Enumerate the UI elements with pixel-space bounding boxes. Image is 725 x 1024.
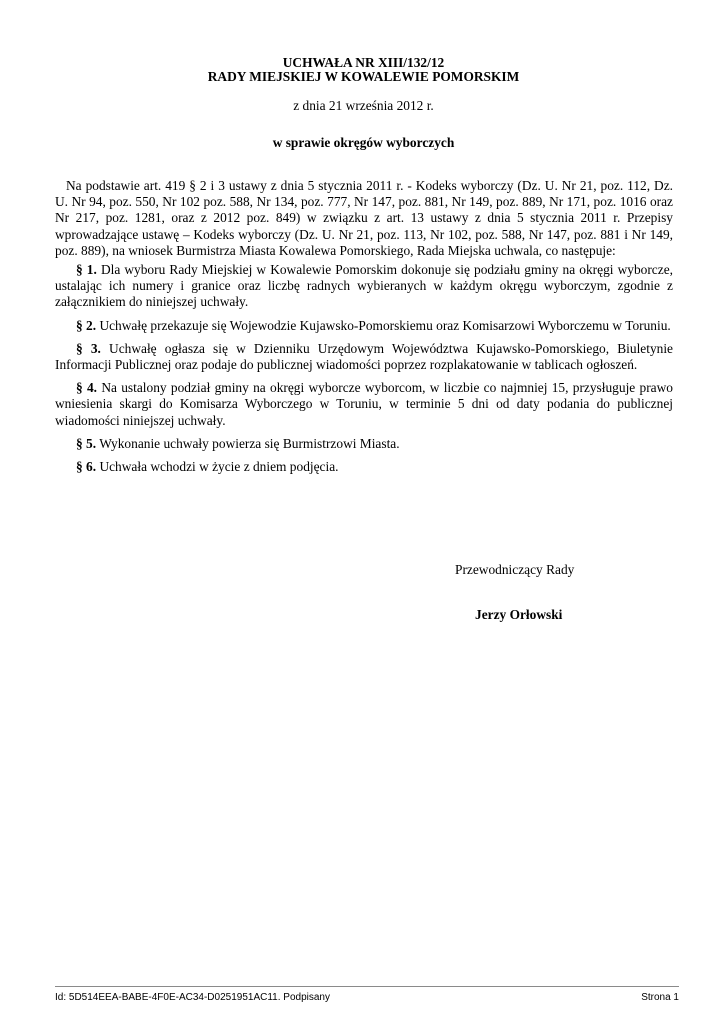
resolution-title: UCHWAŁA NR XIII/132/12 [282,55,445,70]
footer-divider [55,986,679,987]
section-number: § 4. [76,380,98,396]
section-5 [55,436,673,452]
section-text: Uchwałę ogłasza się w Dzienniku Urzędowym Województwa Kujawsko-Pomorskiego, Biuletynie Informacji Publicznej oraz podaje do publicznej wiadomości poprzez rozplakatowanie w tablicach ogłoszeń. [55,340,674,373]
page-number: Strona 1 [641,992,679,1003]
section-text: Wykonanie uchwały powierza się Burmistrzowi Miasta. [96,435,400,451]
section-4 [55,380,673,429]
section-3 [55,341,673,373]
section-number: § 6. [76,459,97,475]
section-number: § 3. [76,340,101,356]
section-2 [55,318,673,334]
section-text: Uchwałę przekazuje się Wojewodzie Kujawsko-Pomorskiemu oraz Komisarzowi Wyborczemu w Toruniu. [96,317,671,333]
section-6 [55,459,673,475]
resolution-subject: w sprawie okręgów wyborczych [272,135,455,150]
resolution-body [55,178,673,475]
legal-basis-paragraph: Na podstawie art. 419 § 2 i 3 ustawy z dnia 5 stycznia 2011 r. - Kodeks wyborczy (Dz. U. Nr 21, poz. 112, Dz. U. Nr 94, poz. 550, Nr 102 poz. 588, Nr 134, poz. 777, Nr 147, poz. 881, Nr 149, poz. 889, Nr 171, poz. 1016 oraz Nr 217, poz. 1281, oraz z 2012 poz. 849) w związku z art. 13 ustawy z dnia 5 stycznia 2011 r. Przepisy wprowadzające ustawę – Kodeks wyborczy (Dz. U. Nr 21, poz. 113, Nr 102, poz. 588, Nr 147, poz. 881 i Nr 149, poz. 889), na wniosek Burmistrza Miasta Kowalewa Pomorskiego, Rada Miejska uchwala, co następuje: [55,178,673,258]
section-number: § 1. [76,262,97,278]
section-number: § 5. [76,435,97,451]
section-text: Dla wyboru Rady Miejskiej w Kowalewie Pomorskim dokonuje się podziału gminy na okręgi wyborcze, ustalając ich numery i granice oraz liczbę radnych wybieranych w każdym okręgu wyborczym, zgodnie z załącznikiem do niniejszej uchwały. [55,262,673,310]
signer-name: Jerzy Orłowski [475,607,563,622]
section-text: Na ustalony podział gminy na okręgi wyborcze wyborcom, w liczbie co najmniej 15, przysługuje prawo wniesienia skargi do Komisarza Wyborczego w Toruniu, w terminie 5 dni od daty podania do publicznej wiadomości niniejszej uchwały. [55,380,673,428]
resolution-date: z dnia 21 września 2012 r. [293,98,434,113]
section-number: § 2. [76,317,97,333]
document-id: Id: 5D514EEA-BABE-4F0E-AC34-D0251951AC11. Podpisany [55,992,330,1003]
section-1 [55,262,673,311]
council-name: RADY MIEJSKIEJ W KOWALEWIE POMORSKIM [207,69,520,84]
signer-role: Przewodniczący Rady [455,562,575,577]
section-text: Uchwała wchodzi w życie z dniem podjęcia. [96,459,339,475]
